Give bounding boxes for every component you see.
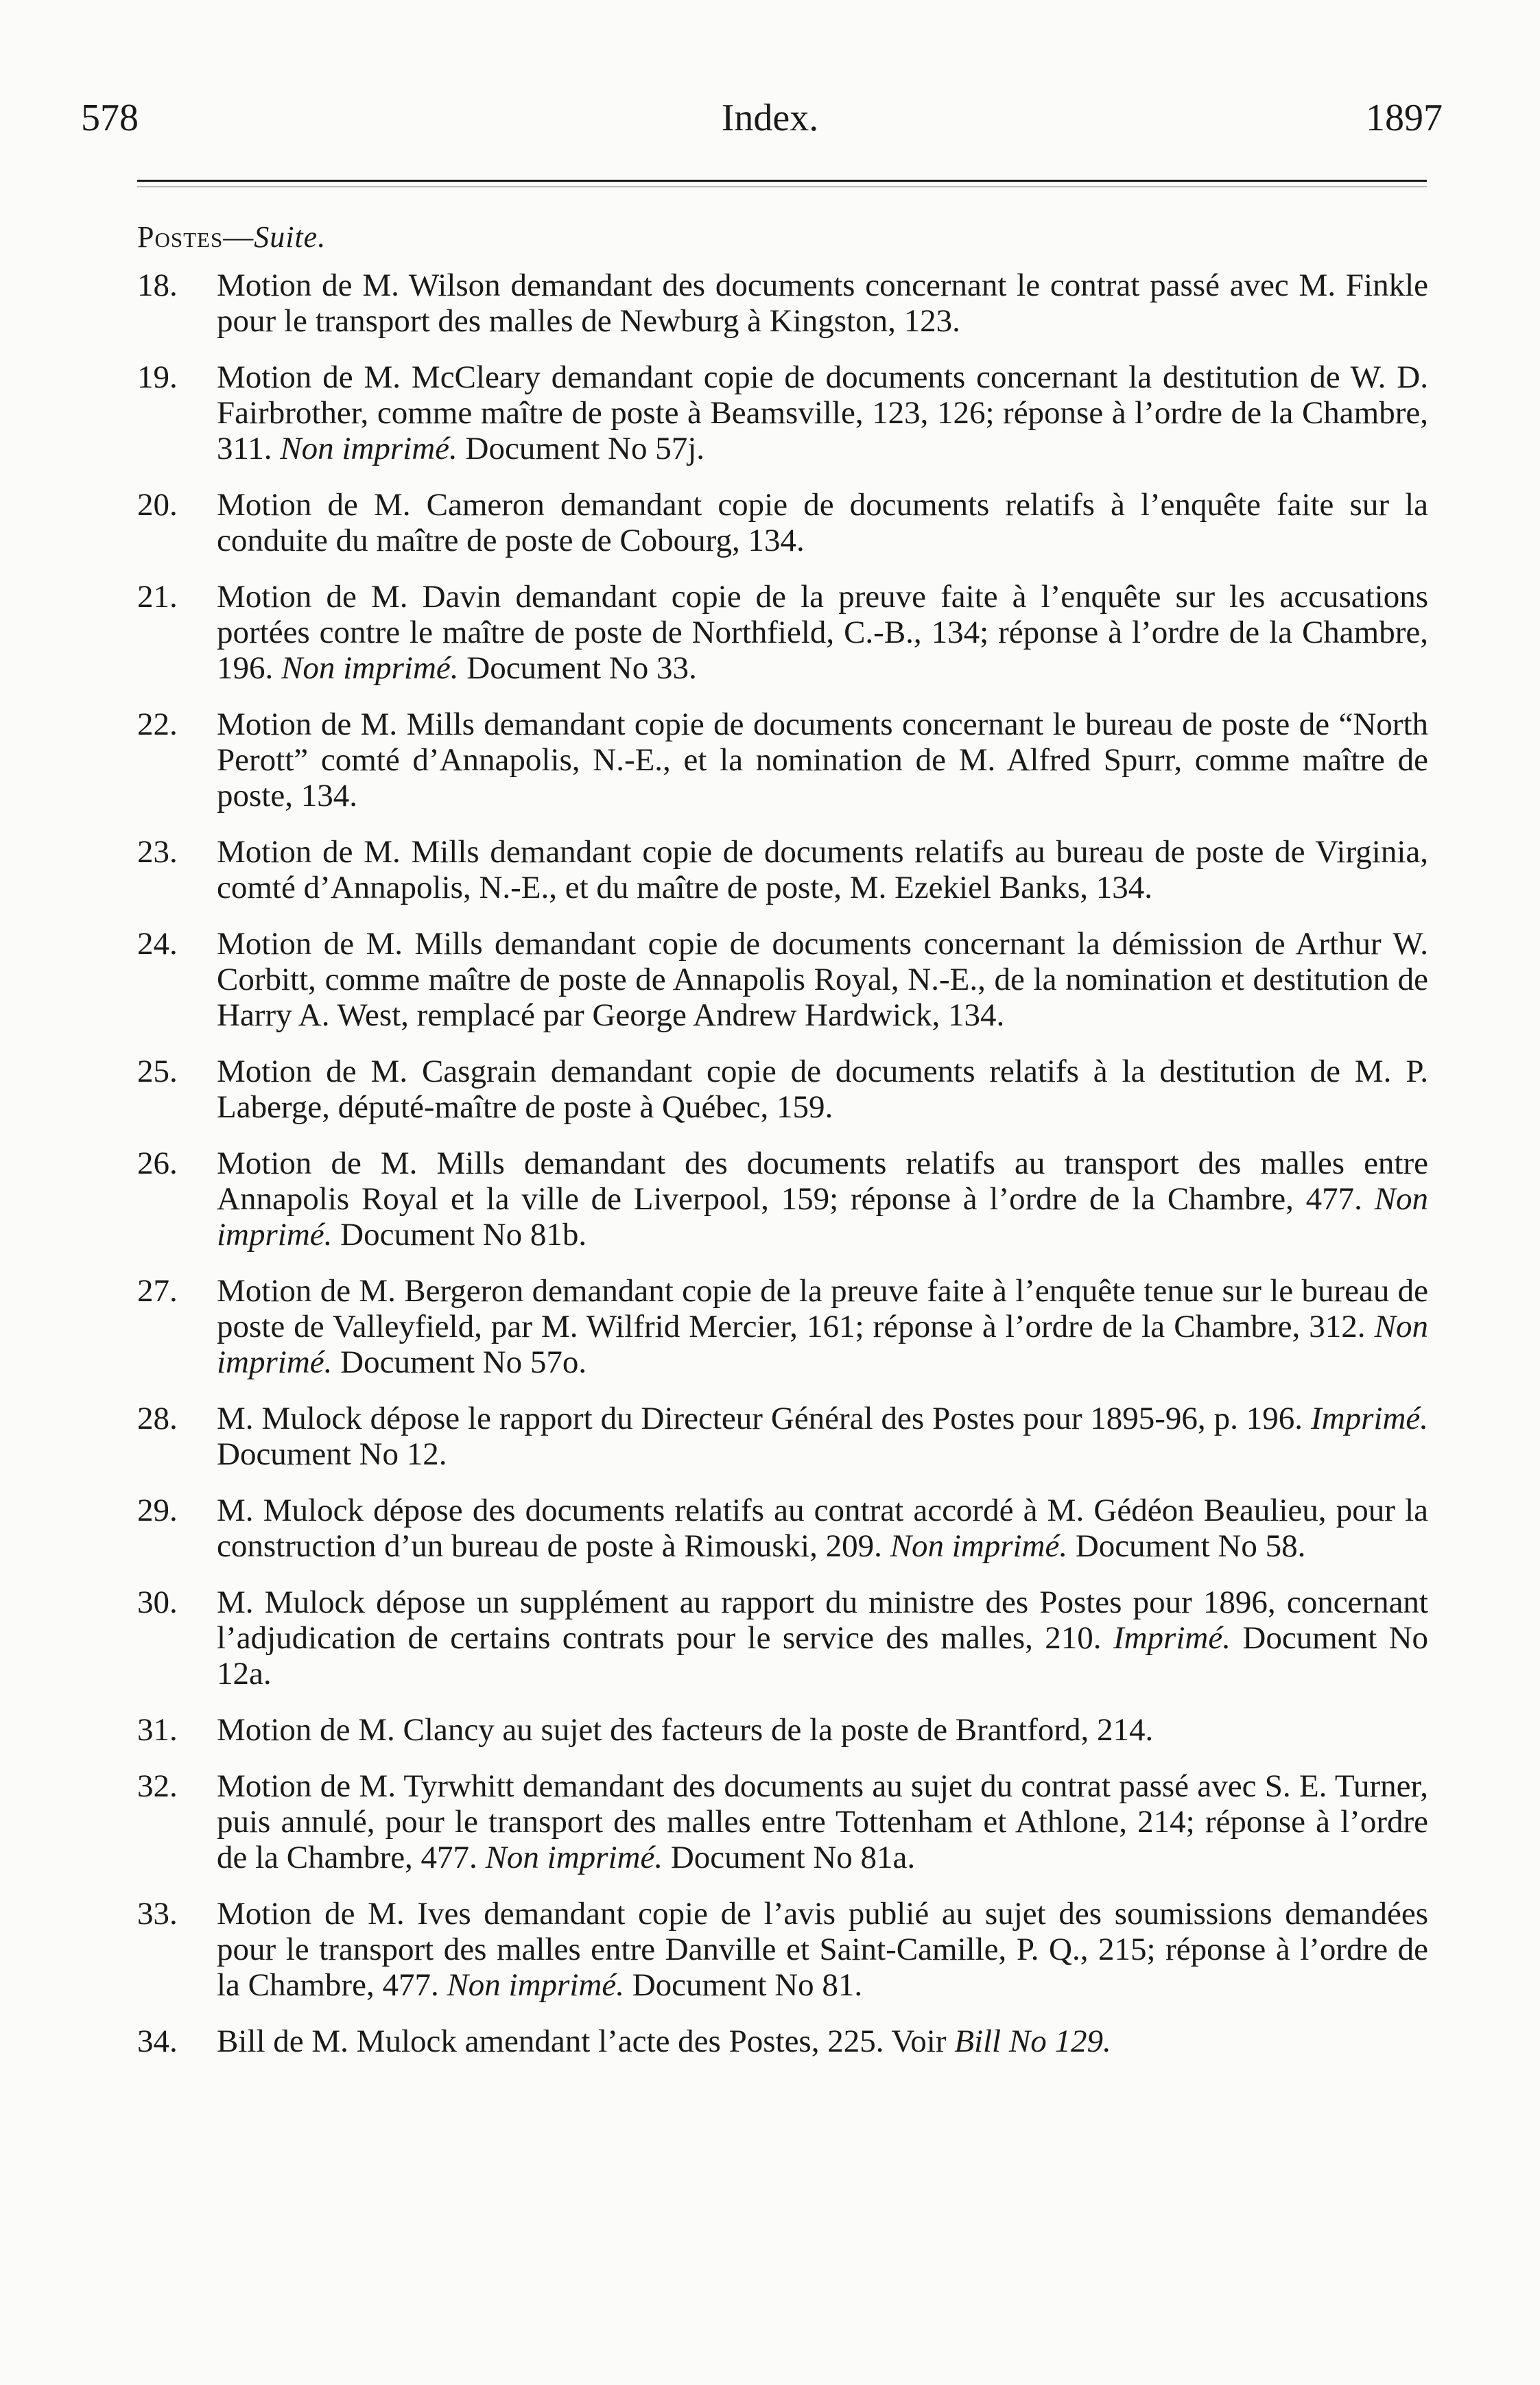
entry-number: 24. — [137, 926, 178, 962]
entry-number: 19. — [137, 359, 178, 395]
index-entry — [137, 1585, 1428, 1692]
section-suffix: Suite. — [254, 220, 327, 254]
entry-text: Motion de M. McCleary demandant copie de documents concernant la destitution de W. D. Fairbrother, comme maître de poste à Beamsville, 123, 126; réponse à l’ordre de la Chambre, 311. — [217, 359, 1428, 466]
entry-document-ref: Document No 81b. — [340, 1217, 587, 1253]
entry-document-ref: Bill No 129. — [954, 2024, 1111, 2059]
index-entry — [137, 1896, 1428, 2003]
entry-document-ref: Document No 12a. — [217, 1620, 1429, 1692]
page-number: 578 — [81, 97, 139, 139]
entry-document-ref: Document No 57j. — [465, 431, 705, 466]
entry-number: 32. — [137, 1768, 178, 1804]
entry-document-ref: Document No 81. — [632, 1967, 863, 2003]
entry-text: Motion de M. Ives demandant copie de l’avis publié au sujet des soumissions demandées pour le transport des malles entre Danville et Saint-Camille, P. Q., 215; réponse à l’ordre de la Chambre, 477. — [217, 1896, 1428, 2003]
entry-number: 18. — [137, 268, 178, 303]
entry-print-status: Imprimé. — [1113, 1620, 1231, 1656]
entry-number: 29. — [137, 1493, 178, 1528]
index-entry — [137, 1146, 1428, 1253]
entry-text: Motion de M. Mills demandant copie de documents concernant la démission de Arthur W. Corbitt, comme maître de poste de Annapolis Royal, N.-E., de la nomination et destitution de Harry A. West, remplacé par George Andrew Hardwick, 134. — [217, 926, 1428, 1033]
entry-print-status: Non imprimé. — [485, 1840, 663, 1875]
entry-text: Motion de M. Wilson demandant des documents concernant le contrat passé avec M. Finkle pour le transport des malles de Newburg à Kingston, 123. — [217, 268, 1428, 339]
entry-text: Bill de M. Mulock amendant l’acte des Postes, 225. — [217, 2024, 884, 2059]
entry-number: 30. — [137, 1585, 178, 1620]
entry-print-status: Non imprimé. — [217, 1309, 1429, 1380]
entry-print-status: Voir — [891, 2024, 947, 2059]
entry-text: Motion de M. Mills demandant copie de documents concernant le bureau de poste de “North Perott” comté d’Annapolis, N.-E., et la nomination de M. Alfred Spurr, comme maître de poste, 134. — [217, 707, 1428, 814]
index-entry — [137, 1401, 1428, 1472]
entry-text: Motion de M. Bergeron demandant copie de la preuve faite à l’enquête tenue sur le bureau de poste de Valleyfield, par M. Wilfrid Mercier, 161; réponse à l’ordre de la Chambre, 312. — [217, 1273, 1428, 1344]
index-entry — [137, 2024, 1428, 2059]
index-entry — [137, 579, 1428, 686]
entry-print-status: Non imprimé. — [217, 1181, 1428, 1253]
entry-text: Motion de M. Mills demandant copie de documents relatifs au bureau de poste de Virginia, comté d’Annapolis, N.-E., et du maître de poste, M. Ezekiel Banks, 134. — [217, 834, 1428, 905]
index-entry — [137, 268, 1428, 339]
entry-print-status: Non imprimé. — [890, 1528, 1068, 1564]
entry-number: 23. — [137, 834, 178, 870]
index-entry — [137, 1273, 1428, 1380]
entry-print-status: Imprimé. — [1311, 1401, 1428, 1436]
entry-print-status: Non imprimé. — [447, 1967, 624, 2003]
entry-document-ref: Document No 33. — [466, 650, 697, 686]
entry-document-ref: Document No 57o. — [340, 1344, 587, 1380]
index-entry — [137, 1768, 1428, 1875]
entry-text: Motion de M. Davin demandant copie de la preuve faite à l’enquête sur les accusations portées contre le maître de poste de Northfield, C.-B., 134; réponse à l’ordre de la Chambre, 196. — [217, 579, 1428, 686]
entry-text: M. Mulock dépose le rapport du Directeur Général des Postes pour 1895-96, p. 196. — [217, 1401, 1303, 1436]
index-entry — [137, 834, 1428, 905]
entry-document-ref: Document No 81a. — [670, 1840, 916, 1875]
entry-text: Motion de M. Mills demandant des documents relatifs au transport des malles entre Annapolis Royal et la ville de Liverpool, 159; réponse à l’ordre de la Chambre, 477. — [217, 1146, 1428, 1217]
entry-number: 21. — [137, 579, 178, 615]
running-title: Index. — [721, 97, 819, 139]
section-name: Postes — [137, 220, 224, 254]
entry-document-ref: Document No 12. — [217, 1436, 447, 1472]
entry-print-status: Non imprimé. — [281, 650, 459, 686]
entry-text: Motion de M. Cameron demandant copie de documents relatifs à l’enquête faite sur la conduite du maître de poste de Cobourg, 134. — [217, 487, 1428, 558]
entry-number: 33. — [137, 1896, 178, 1932]
entry-text: Motion de M. Casgrain demandant copie de documents relatifs à la destitution de M. P. Laberge, député-maître de poste à Québec, 159. — [217, 1054, 1428, 1125]
header-year: 1897 — [1366, 97, 1443, 139]
index-entry — [137, 1712, 1428, 1748]
index-entry — [137, 487, 1428, 558]
entry-number: 34. — [137, 2024, 178, 2059]
entry-text: Motion de M. Tyrwhitt demandant des documents au sujet du contrat passé avec S. E. Turner, puis annulé, pour le transport des malles entre Tottenham et Athlone, 214; réponse à l’ordre de la Chambre, 477. — [217, 1768, 1428, 1875]
entry-number: 27. — [137, 1273, 178, 1309]
section-heading: Postes—Suite. — [137, 220, 327, 254]
index-entry — [137, 707, 1428, 814]
entry-number: 28. — [137, 1401, 178, 1436]
entry-number: 25. — [137, 1054, 178, 1089]
index-entry — [137, 926, 1428, 1033]
header-rule — [137, 180, 1427, 182]
entry-text: M. Mulock dépose des documents relatifs au contrat accordé à M. Gédéon Beaulieu, pour la construction d’un bureau de poste à Rimouski, 209. — [217, 1493, 1428, 1564]
entry-number: 20. — [137, 487, 178, 523]
entry-text: Motion de M. Clancy au sujet des facteurs de la poste de Brantford, 214. — [217, 1712, 1154, 1748]
entry-number: 31. — [137, 1712, 178, 1748]
entry-document-ref: Document No 58. — [1075, 1528, 1306, 1564]
index-entry — [137, 1054, 1428, 1125]
entry-number: 22. — [137, 707, 178, 742]
entry-print-status: Non imprimé. — [280, 431, 458, 466]
entry-number: 26. — [137, 1146, 178, 1181]
page-header — [0, 96, 1540, 151]
index-entry — [137, 1493, 1428, 1564]
index-entry — [137, 359, 1428, 466]
entry-list — [137, 268, 1428, 2080]
entry-text: M. Mulock dépose un supplément au rapport du ministre des Postes pour 1896, concernant l’adjudication de certains contrats pour le service des malles, 210. — [217, 1585, 1428, 1656]
